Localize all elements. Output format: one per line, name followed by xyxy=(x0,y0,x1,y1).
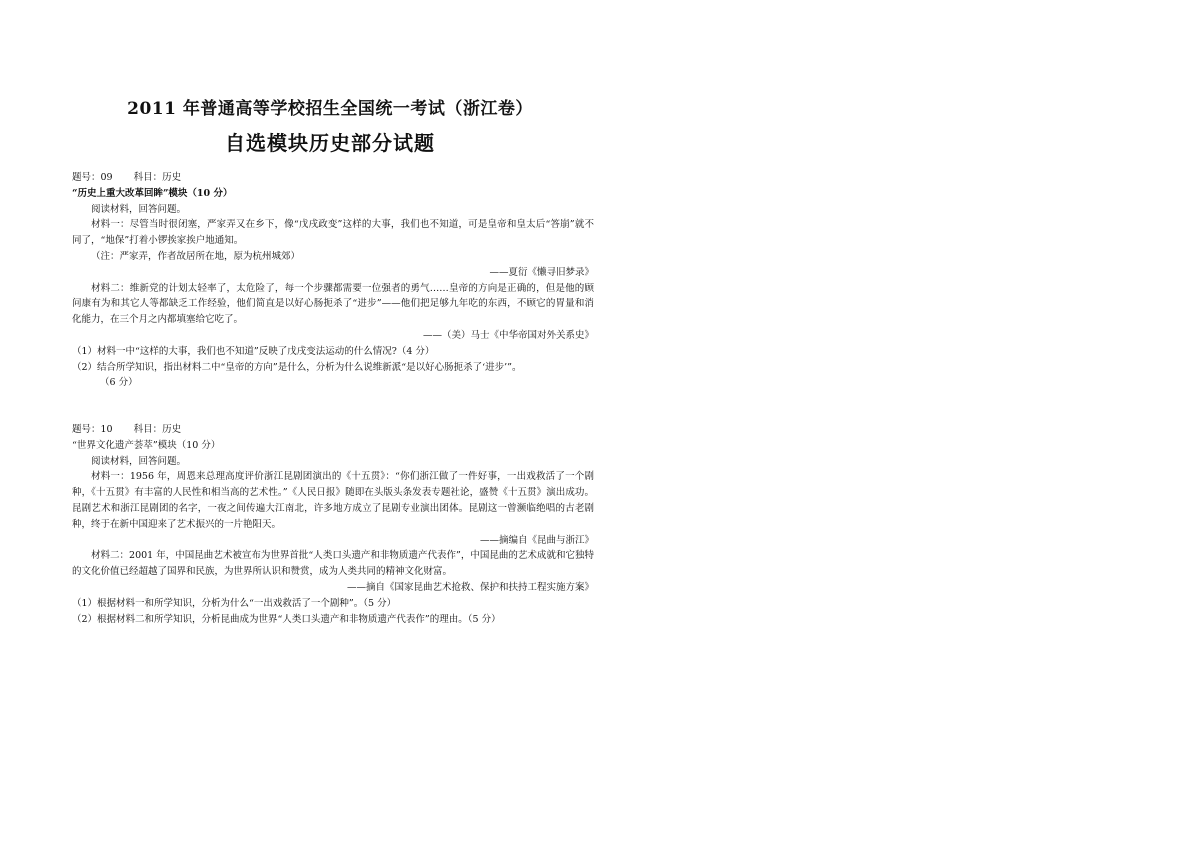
question-10-section xyxy=(72,422,594,627)
module-title: “历史上重大改革回眸”模块（10 分） xyxy=(72,187,233,199)
exam-subtitle: 自选模块历史部分试题 xyxy=(225,131,435,155)
material-2: 材料二：2001 年，中国昆曲艺术被宣布为世界首批“人类口头遗产和非物质遗产代表作”，中国昆曲的艺术成就和它独特的文化价值已经超越了国界和民族，为世界所认识和赞赏，成为人类共同的精神文化财富。 xyxy=(72,550,594,578)
material-1: 材料一：1956 年，周恩来总理高度评价浙江昆剧团演出的《十五贯》：“你们浙江做了一件好事，一出戏救活了一个剧种，《十五贯》有丰富的人民性和相当高的艺术性。”《人民日报》随即在头版头条发表专题社论，盛赞《十五贯》演出成功。昆剧艺术和浙江昆剧团的名字，一夜之间传遍大江南北，许多地方成立了昆剧专业演出团体。昆剧这一曾濒临绝唱的古老剧种，终于在新中国迎来了艺术振兴的一片艳阳天。 xyxy=(72,471,594,530)
module-title: “世界文化遗产荟萃”模块（10 分） xyxy=(72,439,221,451)
exam-title: 2011 年普通高等学校招生全国统一考试（浙江卷） xyxy=(127,99,533,119)
question-10-meta xyxy=(72,422,594,438)
material-2: 材料二：维新党的计划太轻率了，太危险了，每一个步骤都需要一位强者的勇气……皇帝的方向是正确的，但是他的顾问康有为和其它人等都缺乏工作经验，他们简直是以好心肠扼杀了“进步”——他们把足够九年吃的东西，不顾它的胃量和消化能力，在三个月之内都填塞给它吃了。 xyxy=(72,282,594,326)
instruction: 阅读材料，回答问题。 xyxy=(91,455,187,467)
question-subject: 科目：历史 xyxy=(133,424,182,435)
material-1-source: ——夏衍《懒寻旧梦录》 xyxy=(489,266,594,278)
question-1: （1）材料一中“这样的大事，我们也不知道”反映了戊戌变法运动的什么情况?（4 分） xyxy=(72,345,435,357)
material-2-source: ——摘自《国家昆曲艺术抢救、保护和扶持工程实施方案》 xyxy=(346,581,594,593)
question-2: （2）根据材料二和所学知识，分析昆曲成为世界“人类口头遗产和非物质遗产代表作”的理由。（5 分） xyxy=(72,613,501,625)
question-09-section xyxy=(72,170,594,391)
question-subject: 科目：历史 xyxy=(133,172,182,183)
question-1: （1）根据材料一和所学知识，分析为什么“一出戏救活了一个剧种”。（5 分） xyxy=(72,597,397,609)
question-09-meta xyxy=(72,170,594,186)
instruction: 阅读材料，回答问题。 xyxy=(91,203,187,215)
material-1: 材料一：尽管当时很闭塞，严家弄又在乡下，像“戊戌政变”这样的大事，我们也不知道，可是皇帝和皇太后“答崩”就不同了，“地保”打着小锣挨家挨户地通知。 xyxy=(72,219,594,247)
question-number: 题号：10 xyxy=(72,424,113,435)
material-2-source: ——（美）马士《中华帝国对外关系史》 xyxy=(422,329,594,341)
question-2-score: （6 分） xyxy=(100,377,138,389)
material-1-source: ——摘编自《昆曲与浙江》 xyxy=(479,534,594,546)
question-number: 题号：09 xyxy=(72,172,113,183)
material-note: （注：严家弄，作者故居所在地，原为杭州城郊） xyxy=(91,250,301,262)
question-2: （2）结合所学知识，指出材料二中“皇帝的方向”是什么，分析为什么说维新派“是以好心肠扼杀了‘进步’”。 xyxy=(72,361,522,373)
